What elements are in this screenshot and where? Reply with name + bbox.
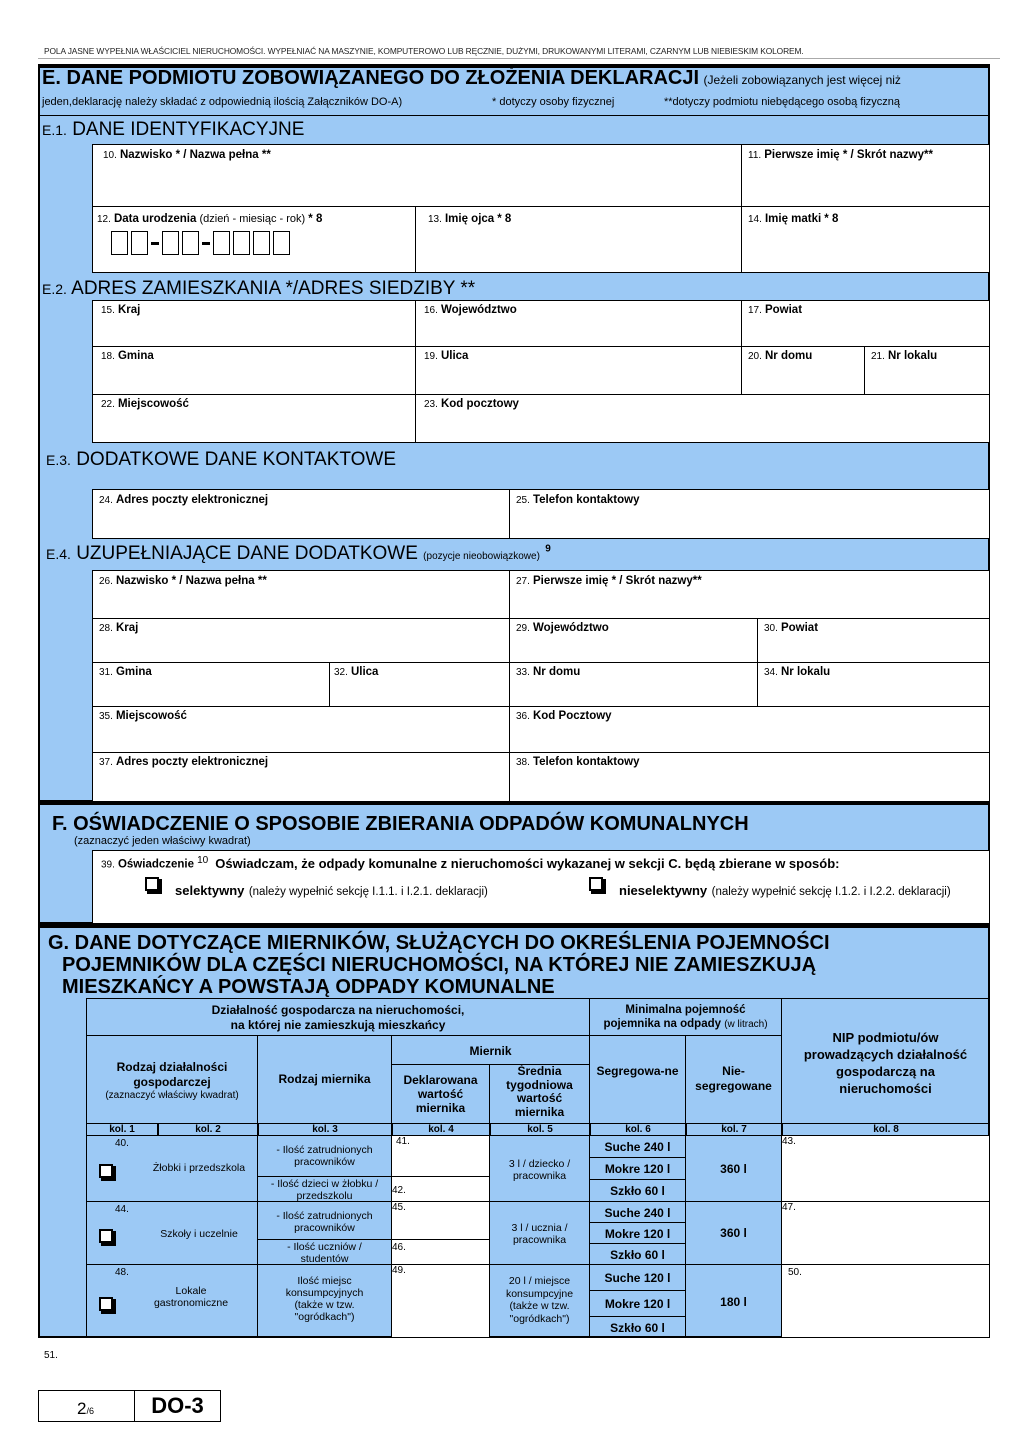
field-19-street[interactable]: 19. Ulica xyxy=(415,346,742,395)
field-37-email[interactable]: 37. Adres poczty elektronicznej xyxy=(92,752,510,802)
nonseg-1: 360 l xyxy=(685,1135,782,1202)
meter-children: - Ilość dzieci w żłobku / przedszkolu xyxy=(257,1176,392,1202)
section-f-title: F. OŚWIADCZENIE O SPOSOBIE ZBIERANIA ODPADÓW KOMUNALNYCH xyxy=(52,813,749,835)
e2-title: E.2. ADRES ZAMIESZKANIA */ADRES SIEDZIBY ** xyxy=(42,278,476,299)
seg-dry-3: Suche 120 l xyxy=(589,1264,686,1291)
seg-dry-2: Suche 240 l xyxy=(589,1201,686,1223)
field-18-commune[interactable]: 18. Gmina xyxy=(92,346,416,395)
field-34-apartment-no[interactable]: 34. Nr lokalu xyxy=(757,662,990,707)
field-23-postal-code[interactable]: 23. Kod pocztowy xyxy=(415,394,990,443)
meter-employees-2: - Ilość zatrudnionych pracowników xyxy=(257,1201,392,1240)
header-segregated: Segregowa-ne xyxy=(589,1035,686,1124)
seg-glass-3: Szkło 60 l xyxy=(589,1316,686,1338)
value-42[interactable]: 42. xyxy=(391,1176,490,1202)
field-39-declaration: 39. Oświadczenie $^{10}$ Oświadczam, że odpady komunalne z nieruchomości wykazanej w sekcji C. będą zbierane w sposób: selektywny (należy wypełnić sekcję I.1.1. i I.2.1. deklaracji) nieselektywny (należy wypełnić sekcję I.1.2. i I.2.2. deklaracji) xyxy=(92,850,990,924)
note-legal-entity: **dotyczy podmiotu niebędącego osobą fizyczną xyxy=(664,96,901,108)
field-30-county[interactable]: 30. Powiat xyxy=(757,618,990,663)
header-note: POLA JASNE WYPEŁNIA WŁAŚCICIEL NIERUCHOMOŚCI. WYPEŁNIAĆ NA MASZYNIE, KOMPUTEROWO LUB RĘCZNIE, DUŻYMI, DRUKOWANYMI LITERAMI, CZARNYM LUB NIEBIESKIM KOLOREM. xyxy=(44,46,804,56)
seg-wet-3: Mokre 120 l xyxy=(589,1290,686,1317)
meter-students: - Ilość uczniów / studentów xyxy=(257,1239,392,1265)
seg-glass-2: Szkło 60 l xyxy=(589,1243,686,1265)
value-46[interactable]: 46. xyxy=(391,1239,490,1265)
field-38-phone[interactable]: 38. Telefon kontaktowy xyxy=(509,752,990,802)
avg-schools: 3 l / ucznia / pracownika xyxy=(489,1201,590,1265)
header-meter: Miernik xyxy=(391,1035,590,1065)
field-10-surname[interactable]: 10. Nazwisko * / Nazwa pełna ** xyxy=(92,144,742,207)
field-27-first-name[interactable]: 27. Pierwsze imię * / Skrót nazwy** xyxy=(509,570,990,619)
page-number-box xyxy=(38,1390,135,1422)
nip-47[interactable]: 47. xyxy=(781,1201,990,1265)
field-51: 51. xyxy=(44,1350,58,1361)
option-selective: selektywny xyxy=(175,883,245,898)
nip-43[interactable]: 43. xyxy=(781,1135,990,1202)
section-e-title: E. DANE PODMIOTU ZOBOWIĄZANEGO DO ZŁOŻENIA DEKLARACJI (Jeżeli zobowiązanych jest więcej niż xyxy=(42,67,901,89)
field-32-street[interactable]: 32. Ulica xyxy=(329,662,510,707)
field-31-commune[interactable]: 31. Gmina xyxy=(92,662,330,707)
seg-wet-2: Mokre 120 l xyxy=(589,1222,686,1244)
field-33-house-no[interactable]: 33. Nr domu xyxy=(509,662,758,707)
field-12-birth-date[interactable]: 12. Data urodzenia (dzień - miesiąc - rok) * 8 xyxy=(92,206,416,273)
e3-title: E.3. DODATKOWE DANE KONTAKTOWE xyxy=(46,449,397,470)
field-17-county[interactable]: 17. Powiat xyxy=(741,300,990,347)
field-14-mother-name[interactable]: 14. Imię matki * 8 xyxy=(741,206,990,273)
seg-dry-1: Suche 240 l xyxy=(589,1135,686,1158)
e4-title: E.4. UZUPEŁNIAJĄCE DANE DODATKOWE (pozycje nieobowiązkowe) $^9$ xyxy=(46,543,551,564)
field-26-surname[interactable]: 26. Nazwisko * / Nazwa pełna ** xyxy=(92,570,510,619)
field-24-email[interactable]: 24. Adres poczty elektronicznej xyxy=(92,489,510,539)
nonseg-2: 360 l xyxy=(685,1201,782,1265)
section-f-sub: (zaznaczyć jeden właściwy kwadrat) xyxy=(74,835,251,847)
row-nurseries: 40. Żłobki i przedszkola xyxy=(86,1135,258,1202)
field-35-city[interactable]: 35. Miejscowość xyxy=(92,706,510,753)
section-g-title: G. DANE DOTYCZĄCE MIERNIKÓW, SŁUŻĄCYCH DO OKREŚLENIA POJEMNOŚCI POJEMNIKÓW DLA CZĘŚCI NIERUCHOMOŚCI, NA KTÓREJ NIE ZAMIESZKUJĄ MIESZKAŃCY A POWSTAJĄ ODPADY KOMUNALNE xyxy=(48,932,830,998)
header-meter-type: Rodzaj miernika xyxy=(257,1035,392,1124)
header-min-capacity: Minimalna pojemność pojemnika na odpady (w litrach) xyxy=(589,998,782,1036)
column-numbers: kol. 1 kol. 2 kol. 3 kol. 4 kol. 5 kol. 6 kol. 7 kol. 8 xyxy=(86,1123,990,1136)
field-25-phone[interactable]: 25. Telefon kontaktowy xyxy=(509,489,990,539)
meter-employees-1: - Ilość zatrudnionych pracowników xyxy=(257,1135,392,1177)
field-22-city[interactable]: 22. Miejscowość xyxy=(92,394,416,443)
nip-50[interactable]: 50. xyxy=(781,1264,990,1338)
value-45[interactable]: 45. xyxy=(391,1201,490,1240)
checkbox-schools[interactable] xyxy=(99,1229,113,1248)
field-28-country[interactable]: 28. Kraj xyxy=(92,618,510,663)
field-13-father-name[interactable]: 13. Imię ojca * 8 xyxy=(415,206,742,273)
header-nip: NIP podmiotu/ów prowadzących działalność gospodarczą na nieruchomości xyxy=(781,998,990,1124)
value-49[interactable]: 49. xyxy=(391,1264,490,1338)
field-11-first-name[interactable]: 11. Pierwsze imię * / Skrót nazwy** xyxy=(741,144,990,207)
section-e-line2: jeden,deklarację należy składać z odpowiednią ilością Załączników DO-A) xyxy=(42,96,403,108)
avg-restaurants: 20 l / miejsce konsumpcyjne (także w tzw. "ogródkach") xyxy=(489,1264,590,1338)
e1-title: E.1. DANE IDENTYFIKACYJNE xyxy=(42,119,305,140)
value-41[interactable]: 41. xyxy=(391,1135,490,1177)
form-code: DO-3 xyxy=(134,1390,221,1422)
meter-seats: Ilość miejsc konsumpcyjnych (także w tzw. "ogródkach") xyxy=(257,1264,392,1338)
declaration-statement: Oświadczam, że odpady komunalne z nieruchomości wykazanej w sekcji C. będą zbierane w sposób: xyxy=(215,855,840,871)
seg-wet-1: Mokre 120 l xyxy=(589,1157,686,1180)
checkbox-nurseries[interactable] xyxy=(99,1164,113,1183)
header-average-value: Średnia tygodniowa wartość miernika xyxy=(489,1064,590,1124)
option-nonselective: nieselektywny xyxy=(619,883,708,898)
note-natural-person: * dotyczy osoby fizycznej xyxy=(492,96,615,108)
page-number: 2 xyxy=(77,1399,87,1418)
seg-glass-1: Szkło 60 l xyxy=(589,1179,686,1202)
avg-nurseries: 3 l / dziecko / pracownika xyxy=(489,1135,590,1202)
field-36-postal-code[interactable]: 36. Kod Pocztowy xyxy=(509,706,990,753)
header-activity-type: Rodzaj działalności gospodarczej (zaznaczyć właściwy kwadrat) xyxy=(86,1035,258,1124)
page-total: /6 xyxy=(86,1406,94,1416)
header-non-segregated: Nie-segregowane xyxy=(685,1035,782,1124)
checkbox-restaurants[interactable] xyxy=(99,1297,113,1316)
field-29-voivodeship[interactable]: 29. Województwo xyxy=(509,618,758,663)
row-restaurants: 48. Lokale gastronomiczne xyxy=(86,1264,258,1338)
field-21-apartment-no[interactable]: 21. Nr lokalu xyxy=(864,346,990,395)
field-15-country[interactable]: 15. Kraj xyxy=(92,300,416,347)
field-16-voivodeship[interactable]: 16. Województwo xyxy=(415,300,742,347)
field-20-house-no[interactable]: 20. Nr domu xyxy=(741,346,865,395)
header-activity: Działalność gospodarcza na nieruchomości, na której nie zamieszkują mieszkańcy xyxy=(86,998,590,1036)
header-declared-value: Deklarowana wartość miernika xyxy=(391,1064,490,1124)
row-schools: 44. Szkoły i uczelnie xyxy=(86,1201,258,1265)
nonseg-3: 180 l xyxy=(685,1264,782,1338)
